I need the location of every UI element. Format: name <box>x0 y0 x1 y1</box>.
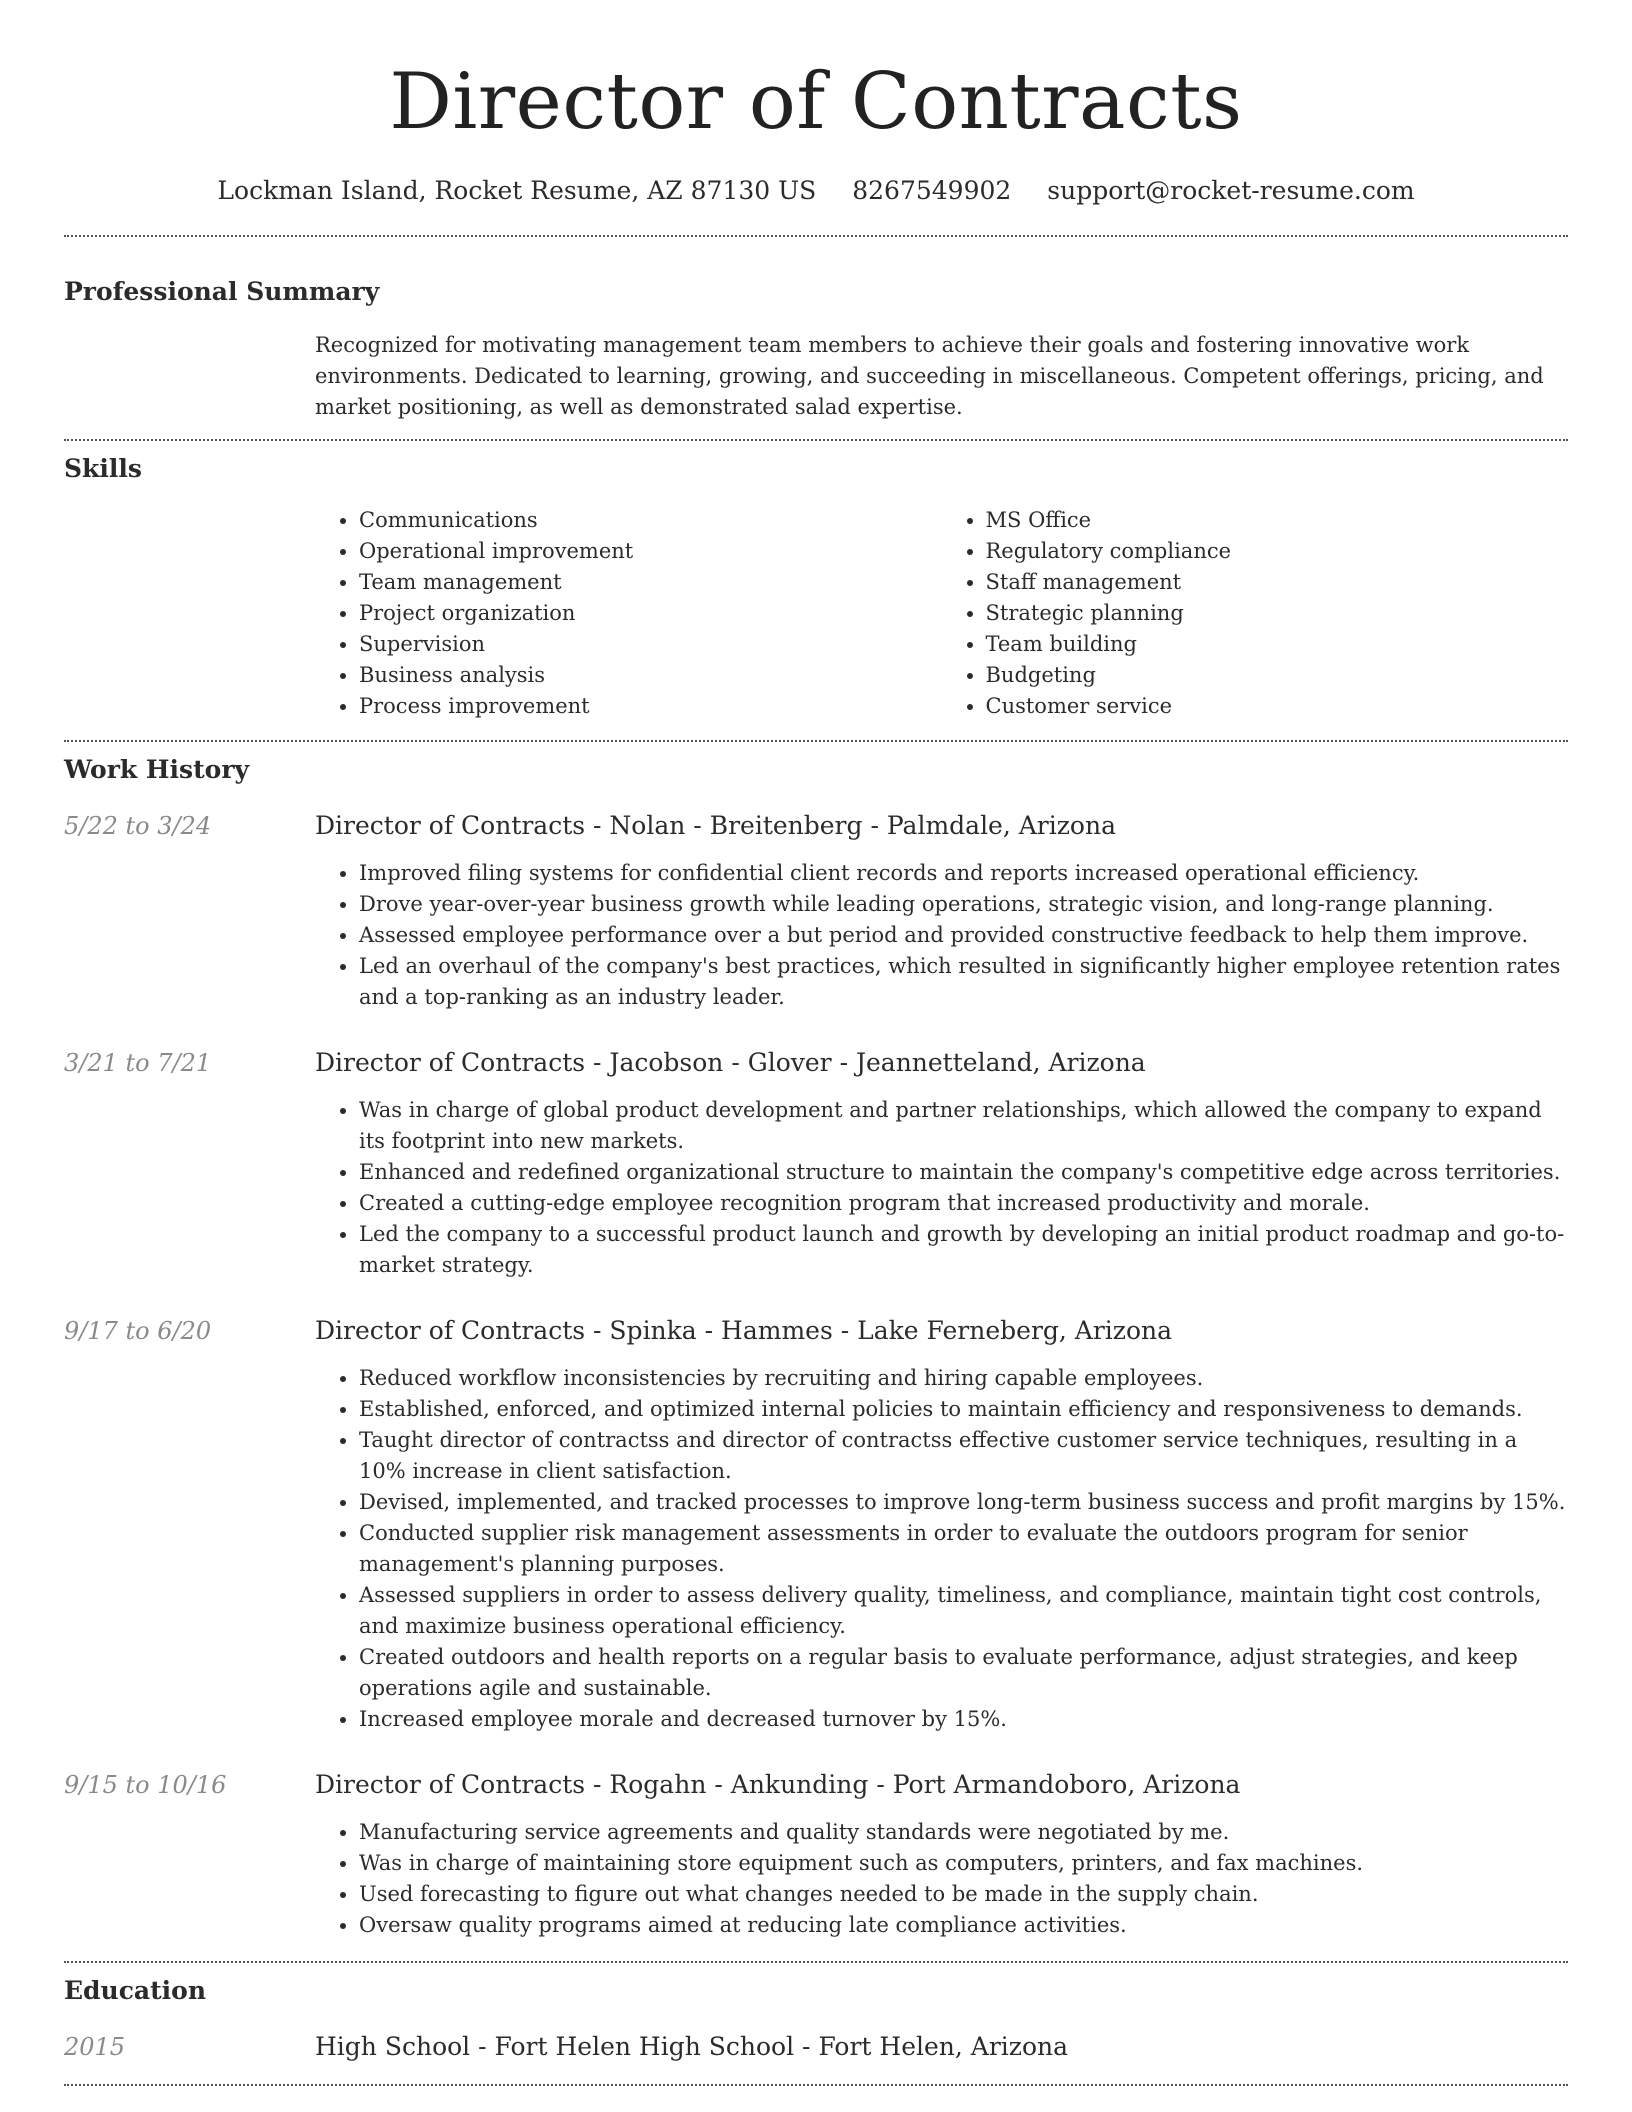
divider <box>64 439 1568 441</box>
contact-line <box>64 174 1568 208</box>
job-bullet: • Manufacturing service agreements and quality standards were negotiated by me. <box>359 1817 1568 1848</box>
job-bullet: • Created a cutting-edge employee recognition program that increased productivity and morale. <box>359 1188 1568 1219</box>
job-entry <box>64 1314 1568 1735</box>
job-date: 3/21 to 7/21 <box>64 1049 212 1077</box>
skills-section <box>64 452 1568 722</box>
job-bullet: • Created outdoors and health reports on a regular basis to evaluate performance, adjust strategies, and keep operations agile and sustainable. <box>359 1642 1568 1704</box>
contact-address: Lockman Island, Rocket Resume, AZ 87130 US <box>217 176 817 205</box>
job-bullet: • Established, enforced, and optimized internal policies to maintain efficiency and responsiveness to demands. <box>359 1394 1568 1425</box>
job-title: Director of Contracts - Spinka - Hammes - Lake Ferneberg, Arizona <box>315 1316 1173 1345</box>
skills-list-right <box>942 505 1569 722</box>
resume-name: Director of Contracts <box>389 57 1243 147</box>
skill-item: • Regulatory compliance <box>986 536 1569 567</box>
contact-email: support@rocket-resume.com <box>1047 176 1415 205</box>
skill-item: • Staff management <box>986 567 1569 598</box>
skill-item: • Operational improvement <box>359 536 942 567</box>
skill-item: • Budgeting <box>986 660 1569 691</box>
job-bullet: • Taught director of contractss and director of contractss effective customer service techniques, resulting in a 10% increase in client satisfaction. <box>359 1425 1568 1487</box>
section-title-skills: Skills <box>64 454 142 483</box>
section-title-education: Education <box>64 1976 207 2005</box>
divider <box>64 740 1568 742</box>
job-bullet: • Was in charge of global product development and partner relationships, which allowed the company to expand its footprint into new markets. <box>359 1095 1568 1157</box>
summary-text: Recognized for motivating management team members to achieve their goals and fostering innovative work environments. Dedicated to learning, growing, and succeeding in miscellaneous. Competent offerings, pricing, and market positioning, as well as demonstrated salad expertise. <box>315 333 1544 419</box>
skill-item: • Strategic planning <box>986 598 1569 629</box>
job-bullet: • Reduced workflow inconsistencies by recruiting and hiring capable employees. <box>359 1363 1568 1394</box>
job-bullet: • Assessed suppliers in order to assess delivery quality, timeliness, and compliance, maintain tight cost controls, and maximize business operational efficiency. <box>359 1580 1568 1642</box>
skill-item: • Process improvement <box>359 691 942 722</box>
job-entry <box>64 1046 1568 1281</box>
job-bullet: • Increased employee morale and decreased turnover by 15%. <box>359 1704 1568 1735</box>
divider <box>64 235 1568 237</box>
skills-grid <box>315 505 1568 722</box>
contact-phone: 8267549902 <box>852 176 1012 205</box>
job-bullet: • Improved filing systems for confidential client records and reports increased operational efficiency. <box>359 858 1568 889</box>
skill-item: • Customer service <box>986 691 1569 722</box>
job-bullets <box>315 1817 1568 1941</box>
job-bullet: • Led the company to a successful product launch and growth by developing an initial product roadmap and go-to-market strategy. <box>359 1219 1568 1281</box>
job-bullet: • Led an overhaul of the company's best practices, which resulted in significantly higher employee retention rates and a top-ranking as an industry leader. <box>359 951 1568 1013</box>
job-date: 9/15 to 10/16 <box>64 1771 227 1799</box>
skill-item: • Business analysis <box>359 660 942 691</box>
job-bullets <box>315 1363 1568 1735</box>
job-header <box>64 1314 1568 1348</box>
job-bullet: • Was in charge of maintaining store equipment such as computers, printers, and fax machines. <box>359 1848 1568 1879</box>
job-date: 5/22 to 3/24 <box>64 812 212 840</box>
job-bullet: • Conducted supplier risk management assessments in order to evaluate the outdoors program for senior management's planning purposes. <box>359 1518 1568 1580</box>
education-section <box>64 1974 1568 2064</box>
job-bullet: • Enhanced and redefined organizational structure to maintain the company's competitive edge across territories. <box>359 1157 1568 1188</box>
job-title: Director of Contracts - Nolan - Breitenberg - Palmdale, Arizona <box>315 811 1116 840</box>
skill-item: • MS Office <box>986 505 1569 536</box>
skill-item: • Project organization <box>359 598 942 629</box>
job-bullet: • Assessed employee performance over a but period and provided constructive feedback to help them improve. <box>359 920 1568 951</box>
section-title-work: Work History <box>64 755 250 784</box>
divider <box>64 1961 1568 1963</box>
job-header <box>64 809 1568 843</box>
job-title: Director of Contracts - Rogahn - Ankunding - Port Armandoboro, Arizona <box>315 1770 1241 1799</box>
work-section <box>64 753 1568 1941</box>
job-bullets <box>315 858 1568 1013</box>
education-date: 2015 <box>64 2033 126 2061</box>
job-header <box>64 1768 1568 1802</box>
divider <box>64 2084 1568 2086</box>
skill-item: • Team building <box>986 629 1569 660</box>
skills-list-left <box>315 505 942 722</box>
summary-section <box>64 275 1568 423</box>
job-entry <box>64 1768 1568 1941</box>
skill-item: • Supervision <box>359 629 942 660</box>
job-bullet: • Drove year-over-year business growth while leading operations, strategic vision, and long-range planning. <box>359 889 1568 920</box>
education-entry <box>64 2030 1568 2064</box>
job-header <box>64 1046 1568 1080</box>
section-title-summary: Professional Summary <box>64 277 380 306</box>
skill-item: • Communications <box>359 505 942 536</box>
job-bullet: • Oversaw quality programs aimed at reducing late compliance activities. <box>359 1910 1568 1941</box>
job-title: Director of Contracts - Jacobson - Glover - Jeannetteland, Arizona <box>315 1048 1146 1077</box>
job-bullet: • Used forecasting to figure out what changes needed to be made in the supply chain. <box>359 1879 1568 1910</box>
education-title: High School - Fort Helen High School - Fort Helen, Arizona <box>315 2032 1069 2061</box>
job-bullet: • Devised, implemented, and tracked processes to improve long-term business success and profit margins by 15%. <box>359 1487 1568 1518</box>
job-date: 9/17 to 6/20 <box>64 1317 212 1345</box>
job-entry <box>64 809 1568 1013</box>
job-bullets <box>315 1095 1568 1281</box>
skill-item: • Team management <box>359 567 942 598</box>
